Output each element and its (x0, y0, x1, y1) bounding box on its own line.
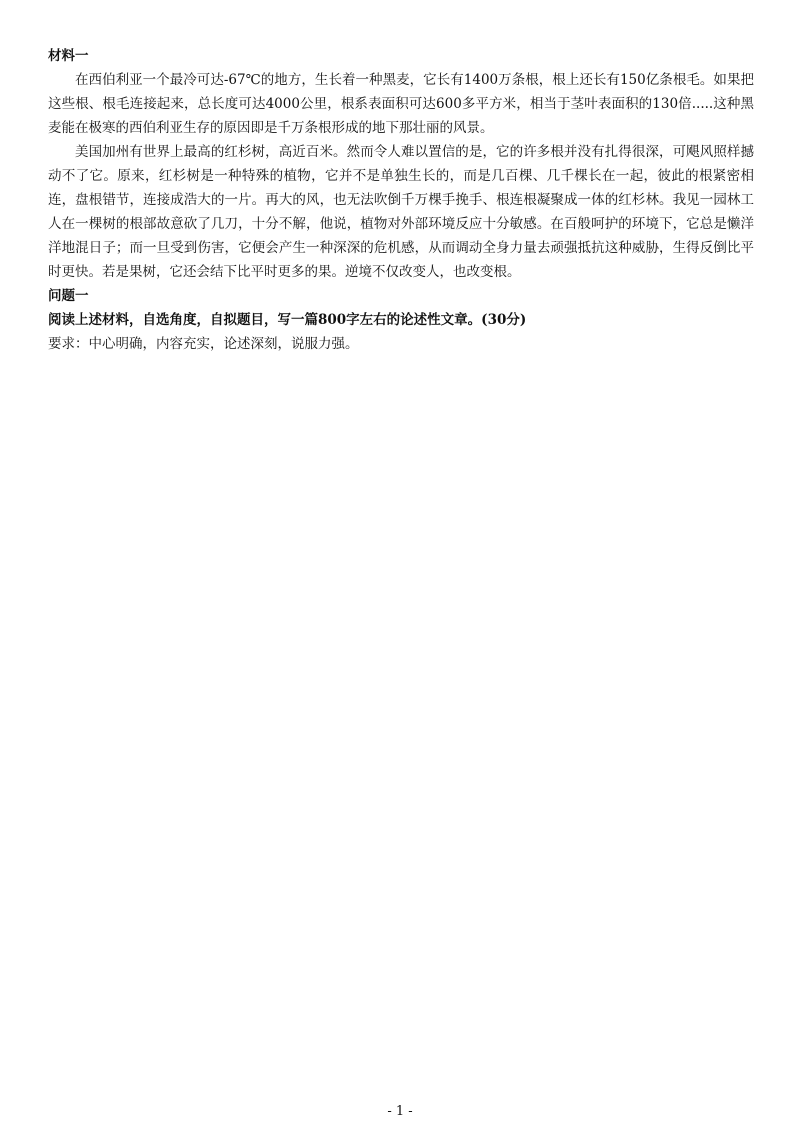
material-heading: 材料一 (48, 48, 89, 64)
material-paragraph-1: 在西伯利亚一个最冷可达-67℃的地方，生长着一种黑麦，它长有1400万条根，根上还长有150亿条根毛。如果把这些根、根毛连接起来，总长度可达4000公里，根系表面积可达600多平方米，相当于茎叶表面积的130倍.....这种黑麦能在极寒的西伯利亚生存的原因即是千万条根形成的地下那壮丽的风景。 (48, 72, 754, 136)
material-paragraph-2: 美国加州有世界上最高的红杉树，高近百米。然而令人难以置信的是，它的许多根并没有扎得很深，可飓风照样撼动不了它。原来，红杉树是一种特殊的植物，它并不是单独生长的，而是几百棵、几千棵长在一起，彼此的根紧密相连，盘根错节，连接成浩大的一片。再大的风，也无法吹倒千万棵手挽手、根连根凝聚成一体的红杉林。我见一园林工人在一棵树的根部故意砍了几刀，十分不解，他说，植物对外部环境反应十分敏感。在百般呵护的环境下，它总是懒洋洋地混日子；而一旦受到伤害，它便会产生一种深深的危机感，从而调动全身力量去顽强抵抗这种威胁，生得反倒比平时更快。若是果树，它还会结下比平时更多的果。逆境不仅改变人，也改变根。 (48, 144, 754, 280)
question-prompt: 阅读上述材料，自选角度，自拟题目，写一篇800字左右的论述性文章。(30分) (48, 312, 527, 328)
page-number: - 1 - (387, 1104, 413, 1119)
question-requirements: 要求：中心明确，内容充实，论述深刻，说服力强。 (48, 336, 359, 352)
document-body (48, 44, 754, 356)
question-heading: 问题一 (48, 288, 89, 304)
